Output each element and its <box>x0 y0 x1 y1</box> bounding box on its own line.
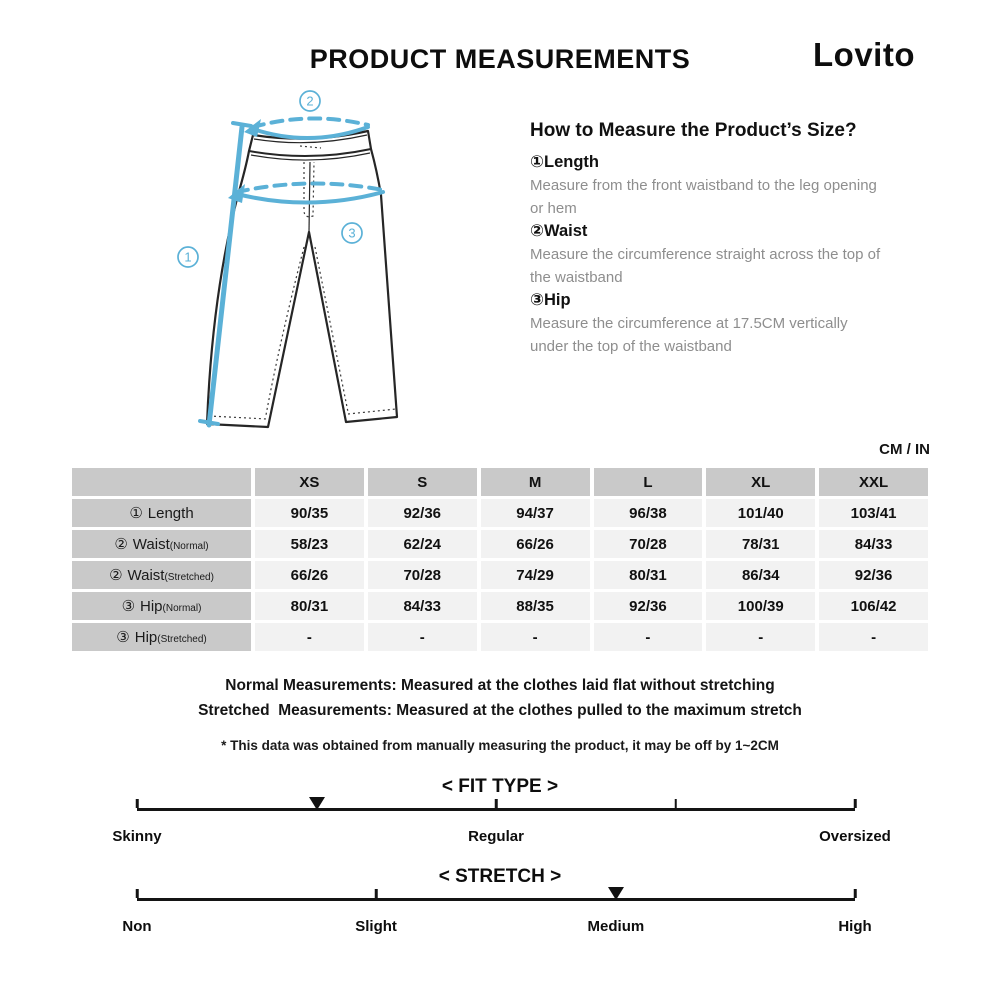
how-to-item-hip: ③Hip Measure the circumference at 17.5CM vertically under the top of the waistband <box>530 291 848 355</box>
scale-tick <box>495 799 498 808</box>
svg-text:2: 2 <box>306 93 314 109</box>
table-value: 101/40 <box>706 499 815 527</box>
marker-circle-length <box>178 247 198 267</box>
table-value: 106/42 <box>819 592 928 620</box>
scale-label: Non <box>122 918 152 935</box>
circled-3: ③ <box>530 291 544 309</box>
how-to-item-waist: ②Waist Measure the circumference straight across the top of the waistband <box>530 222 881 286</box>
row-label-waist-stretched: ② Waist (Stretched) <box>72 561 251 589</box>
scale-label: High <box>838 918 872 935</box>
page-title: PRODUCT MEASUREMENTS <box>309 44 691 74</box>
scale-label: Regular <box>468 828 524 845</box>
svg-text:3: 3 <box>348 225 356 241</box>
how-to-measure-section <box>530 120 938 358</box>
table-value: 66/26 <box>481 530 590 558</box>
table-value: - <box>481 623 590 651</box>
stretch-title: < STRETCH > <box>438 866 562 887</box>
table-value: 62/24 <box>368 530 477 558</box>
table-value: - <box>368 623 477 651</box>
note-stretched: Stretched Measurements: Measured at the clothes pulled to the maximum stretch <box>198 702 802 719</box>
disclaimer-note: * This data was obtained from manually measuring the product, it may be off by 1~2CM <box>221 738 779 753</box>
stretch-labels <box>122 918 872 936</box>
table-value: 78/31 <box>706 530 815 558</box>
scale-tick <box>674 799 677 808</box>
table-value: 90/35 <box>255 499 364 527</box>
table-value: 70/28 <box>368 561 477 589</box>
column-header: L <box>594 468 703 496</box>
scale-tick <box>136 889 139 898</box>
scale-tick <box>854 889 857 898</box>
scale-label: Slight <box>355 918 397 935</box>
table-value: 84/33 <box>368 592 477 620</box>
column-header: S <box>368 468 477 496</box>
scale-line <box>137 898 855 901</box>
column-header: M <box>481 468 590 496</box>
fit-type-scale <box>137 799 855 811</box>
table-value: 94/37 <box>481 499 590 527</box>
scale-label: Skinny <box>112 828 162 845</box>
marker-circle-waist <box>300 91 320 111</box>
table-value: 80/31 <box>255 592 364 620</box>
table-value: - <box>706 623 815 651</box>
table-value: 70/28 <box>594 530 703 558</box>
table-value: 58/23 <box>255 530 364 558</box>
how-to-item-length: ①Length Measure from the front waistband to the leg opening or hem <box>530 153 877 217</box>
scale-tick <box>375 889 378 898</box>
row-label-length: ① Length <box>72 499 251 527</box>
pants-diagram <box>150 85 520 445</box>
table-value: 86/34 <box>706 561 815 589</box>
fit-type-marker-triangle <box>309 797 325 810</box>
table-value: 100/39 <box>706 592 815 620</box>
table-value: 92/36 <box>368 499 477 527</box>
scale-line <box>137 808 855 811</box>
scale-label: Medium <box>587 918 645 935</box>
brand-logo: Lovito <box>813 36 915 73</box>
table-value: 92/36 <box>594 592 703 620</box>
fit-type-labels <box>112 828 891 846</box>
scale-label: Oversized <box>819 828 891 845</box>
note-normal: Normal Measurements: Measured at the clothes laid flat without stretching <box>225 677 775 694</box>
table-value: 74/29 <box>481 561 590 589</box>
column-header: XL <box>706 468 815 496</box>
table-value: - <box>594 623 703 651</box>
table-value: 96/38 <box>594 499 703 527</box>
table-corner-cell <box>72 468 251 496</box>
row-label-waist-normal: ② Waist (Normal) <box>72 530 251 558</box>
unit-label: CM / IN <box>879 441 930 458</box>
marker-circle-hip <box>342 223 362 243</box>
svg-text:1: 1 <box>184 249 192 265</box>
table-value: 80/31 <box>594 561 703 589</box>
scale-tick <box>136 799 139 808</box>
column-header: XS <box>255 468 364 496</box>
row-label-hip-stretched: ③ Hip (Stretched) <box>72 623 251 651</box>
how-to-title: How to Measure the Product’s Size? <box>530 120 857 141</box>
row-label-hip-normal: ③ Hip (Normal) <box>72 592 251 620</box>
table-value: 84/33 <box>819 530 928 558</box>
table-value: 66/26 <box>255 561 364 589</box>
table-value: 88/35 <box>481 592 590 620</box>
table-value: 92/36 <box>819 561 928 589</box>
circled-1: ① <box>530 153 544 171</box>
table-value: 103/41 <box>819 499 928 527</box>
stretch-marker-triangle <box>608 887 624 900</box>
stretch-scale <box>137 889 855 901</box>
table-value: - <box>819 623 928 651</box>
column-header: XXL <box>819 468 928 496</box>
size-table <box>72 468 928 651</box>
circled-2: ② <box>530 222 544 240</box>
fit-type-title: < FIT TYPE > <box>441 776 559 797</box>
scale-tick <box>854 799 857 808</box>
table-value: - <box>255 623 364 651</box>
